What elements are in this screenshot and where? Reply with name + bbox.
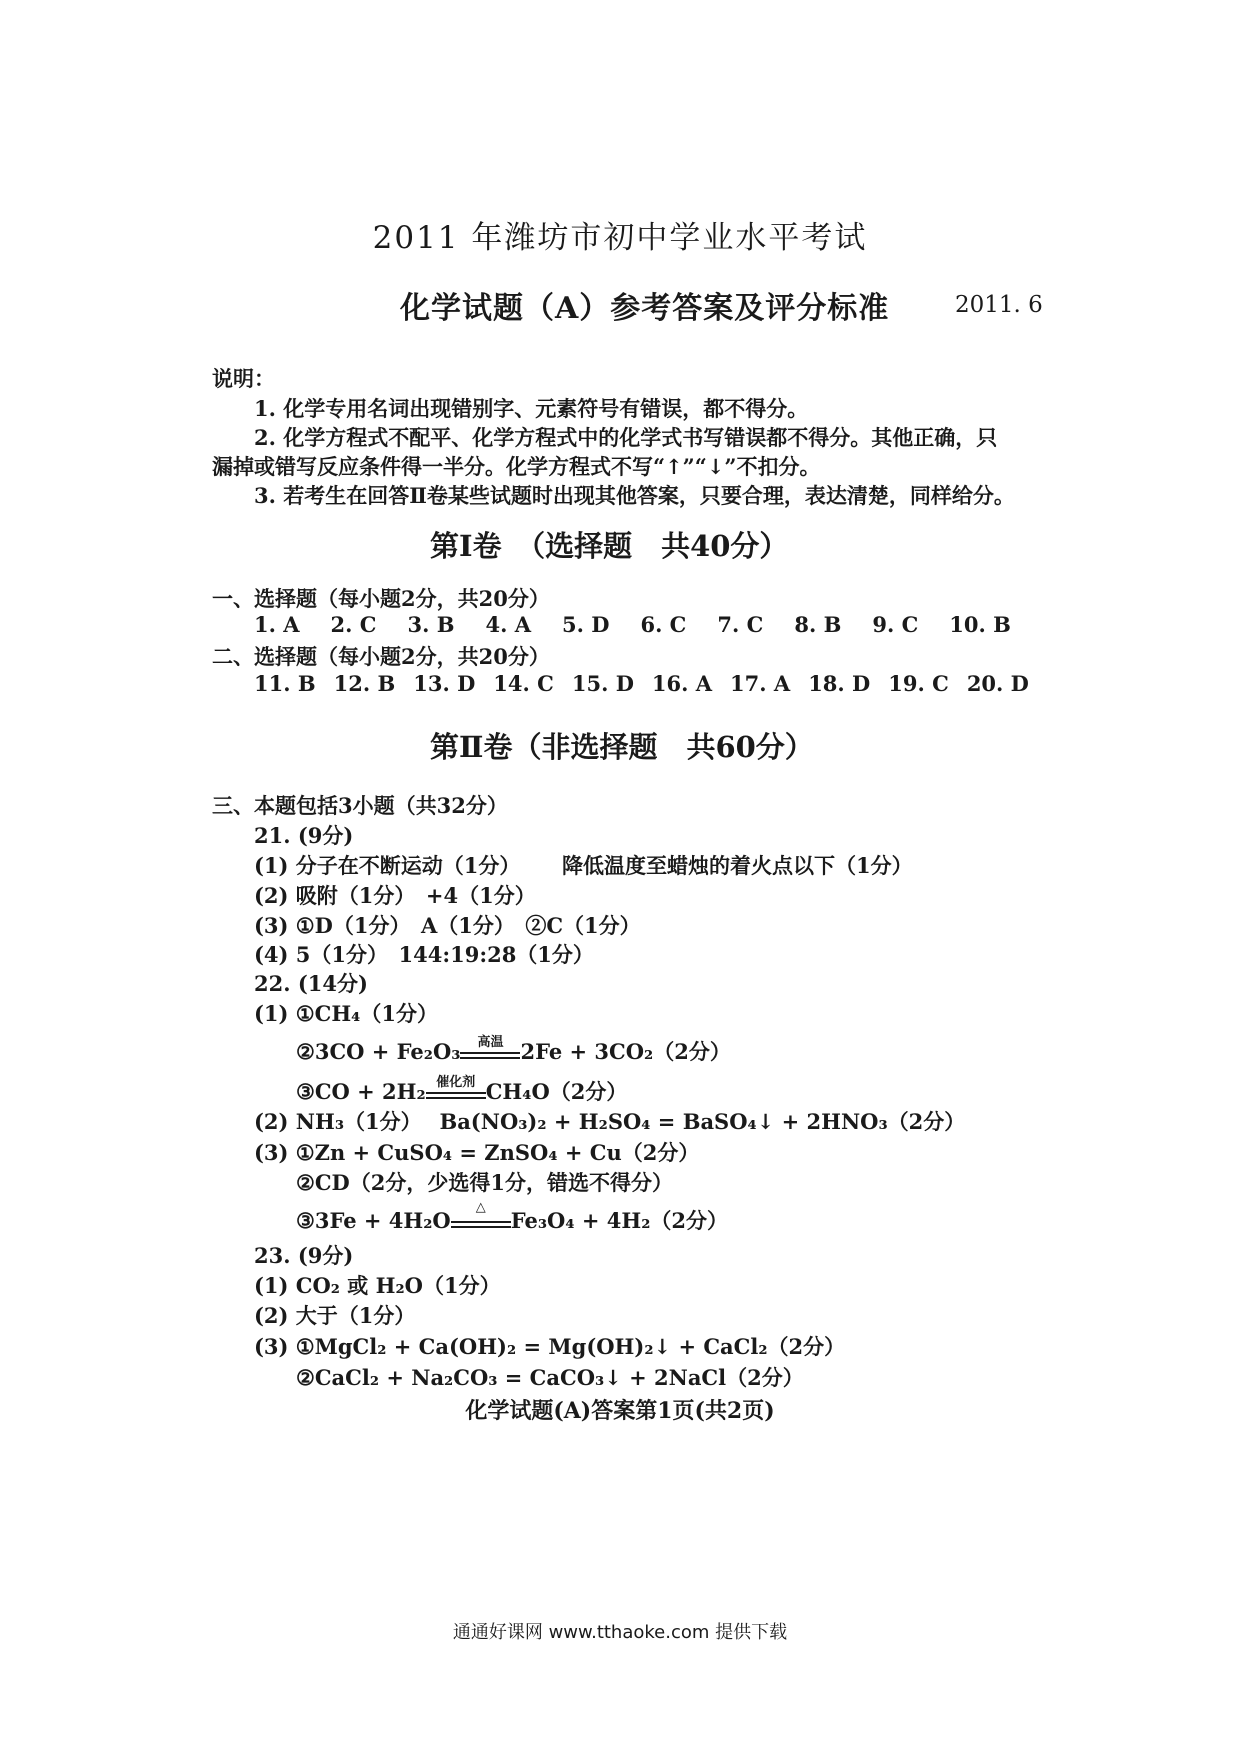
answer: 7. C [717, 612, 764, 637]
equation-right: CH₄O（2分） [485, 1079, 628, 1104]
equation-left: ②3CO + Fe₂O₃ [296, 1039, 461, 1064]
q22-equation-5 [296, 1200, 729, 1235]
q21-answer-1a: (1) 分子在不断运动（1分） [254, 853, 521, 878]
answer: 18. D [808, 671, 871, 696]
answer: 8. B [794, 612, 842, 637]
section1-answers [254, 612, 1011, 637]
section3-heading: 三、本题包括3小题（共32分） [212, 793, 508, 818]
q23-answer-3: (3) ①MgCl₂ + Ca(OH)₂ = Mg(OH)₂↓ + CaCl₂（2分） [254, 1334, 846, 1359]
download-source-footer: 通通好课网 www.tthaoke.com 提供下载 [452, 1622, 788, 1643]
answer: 11. B [254, 671, 316, 696]
q22-equation-2 [296, 1036, 731, 1066]
answer: 4. A [485, 612, 531, 637]
answer: 5. D [562, 612, 610, 637]
section2-heading: 二、选择题（每小题2分，共20分） [212, 644, 550, 669]
answer: 2. C [330, 612, 377, 637]
q21-answer-2: (2) 吸附（1分） +4（1分） [254, 883, 536, 908]
equation-right: 2Fe + 3CO₂（2分） [520, 1039, 731, 1064]
q23-answer-4: ②CaCl₂ + Na₂CO₃ = CaCO₃↓ + 2NaCl（2分） [296, 1365, 804, 1390]
reaction-condition [451, 1200, 511, 1228]
q21-heading: 21. (9分) [254, 823, 354, 848]
notes-heading: 说明： [212, 366, 275, 391]
equation-left: ③CO + 2H₂ [296, 1079, 426, 1104]
equation-left: ③3Fe + 4H₂O [296, 1208, 451, 1233]
double-equals-sign [460, 1052, 520, 1059]
q21-answer-3: (3) ①D（1分） A（1分） ②C（1分） [254, 913, 641, 938]
answer: 6. C [640, 612, 687, 637]
answer: 12. B [333, 671, 396, 696]
note-item: 漏掉或错写反应条件得一半分。化学方程式不写“↑”“↓”不扣分。 [212, 454, 821, 479]
q22-answer-3: (3) ①Zn + CuSO₄ = ZnSO₄ + Cu（2分） [254, 1140, 700, 1165]
q22-answer-4: ②CD（2分，少选得1分，错选不得分） [296, 1170, 673, 1195]
condition-label: 催化剂 [436, 1075, 476, 1090]
answer: 20. D [966, 671, 1029, 696]
note-item: 1. 化学专用名词出现错别字、元素符号有错误，都不得分。 [254, 396, 809, 421]
document-date: 2011. 6 [955, 292, 1043, 318]
condition-label: 高温 [477, 1035, 504, 1050]
double-equals-sign [451, 1221, 511, 1228]
answer: 16. A [651, 671, 713, 696]
q21-answer-1b: 降低温度至蜡烛的着火点以下（1分） [562, 853, 913, 878]
q22-answer-1: (1) ①CH₄（1分） [254, 1001, 438, 1026]
part2-heading: 第Ⅱ卷（非选择题 共60分） [430, 730, 814, 764]
q23-answer-2: (2) 大于（1分） [254, 1303, 416, 1328]
document-title: 2011 年潍坊市初中学业水平考试 [372, 220, 868, 256]
q23-answer-1: (1) CO₂ 或 H₂O（1分） [254, 1273, 501, 1298]
part1-heading: 第Ⅰ卷 （选择题 共40分） [430, 529, 789, 563]
answer: 1. A [254, 612, 300, 637]
section2-answers [254, 671, 1029, 696]
answer: 15. D [571, 671, 634, 696]
note-item: 2. 化学方程式不配平、化学方程式中的化学式书写错误都不得分。其他正确，只 [254, 425, 998, 450]
answer: 17. A [730, 671, 791, 696]
answer: 13. D [413, 671, 476, 696]
heat-symbol: △ [475, 1200, 486, 1215]
q21-answer-4: (4) 5（1分） 144:19:28（1分） [254, 942, 594, 967]
answer: 9. C [872, 612, 919, 637]
equation-right: Fe₃O₄ + 4H₂（2分） [510, 1208, 729, 1233]
q22-heading: 22. (14分) [254, 971, 368, 996]
reaction-condition [426, 1075, 486, 1099]
q22-answer-2: (2) NH₃（1分） Ba(NO₃)₂ + H₂SO₄ = BaSO₄↓ + 2HNO₃（2分） [254, 1109, 966, 1134]
note-item: 3. 若考生在回答Ⅱ卷某些试题时出现其他答案，只要合理，表达清楚，同样给分。 [254, 483, 1015, 508]
answer: 3. B [407, 612, 455, 637]
answer: 10. B [949, 612, 1011, 637]
double-equals-sign [426, 1092, 486, 1099]
answer: 19. C [888, 671, 949, 696]
document-subtitle: 化学试题（A）参考答案及评分标准 [400, 291, 890, 326]
section1-heading: 一、选择题（每小题2分，共20分） [212, 586, 550, 611]
answer: 14. C [493, 671, 554, 696]
q23-heading: 23. (9分) [254, 1243, 354, 1268]
page-footer: 化学试题(A)答案第1页(共2页) [465, 1398, 775, 1424]
reaction-condition [460, 1035, 520, 1059]
q22-equation-3 [296, 1076, 627, 1106]
